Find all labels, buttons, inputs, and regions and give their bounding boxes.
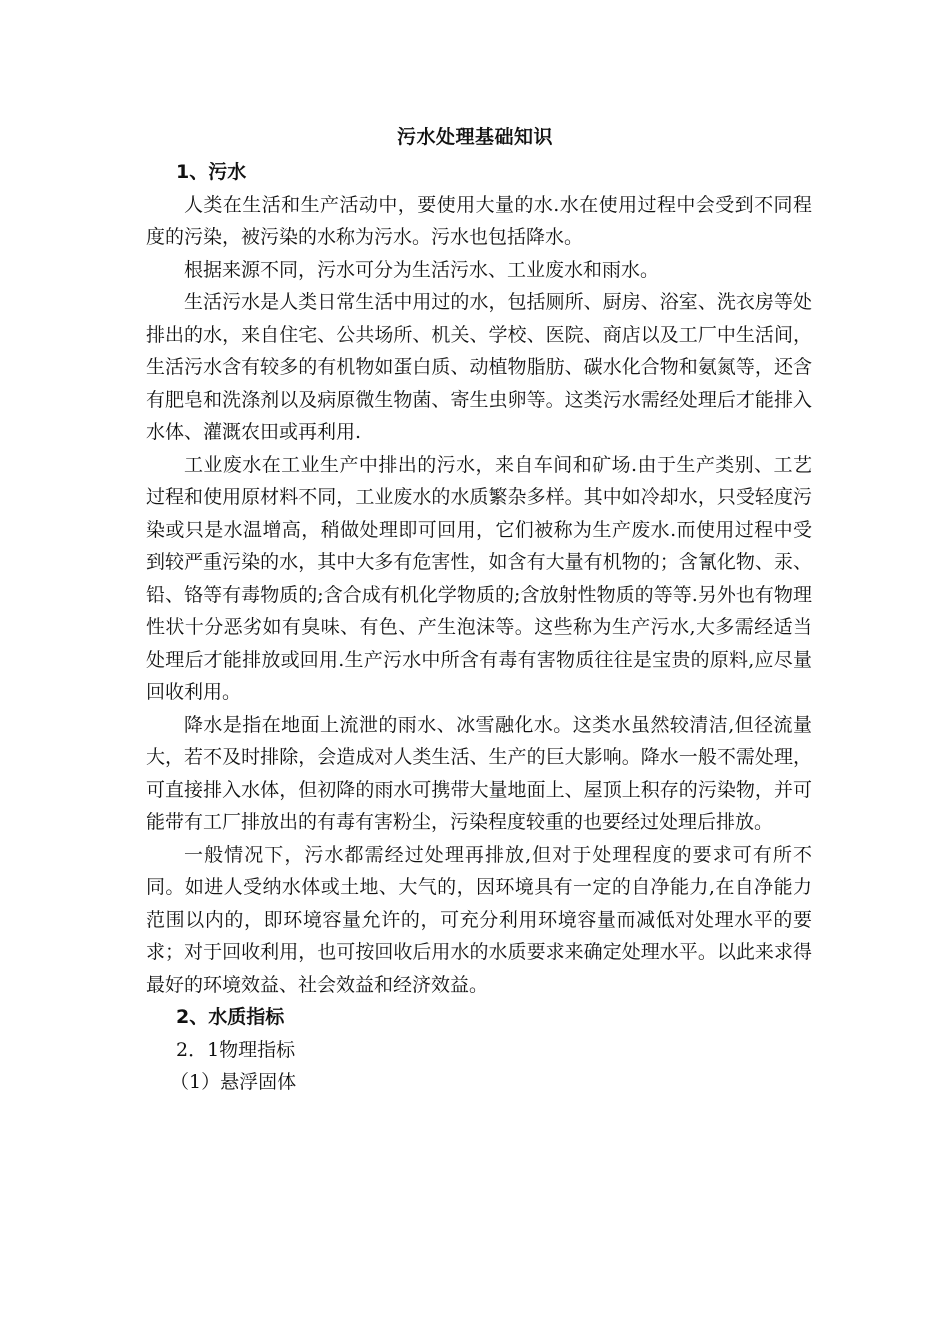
section-heading-sewage: 1、污水	[176, 161, 247, 183]
paragraph: 根据来源不同，污水可分为生活污水、工业废水和雨水。	[184, 258, 660, 281]
subsection-heading-physical: 2．1物理指标	[176, 1038, 296, 1061]
paragraph: 人类在生活和生产活动中，要使用大量的水.水在使用过程中会受到不同程度的污染，被污染的水称为污水。污水也包括降水。	[146, 193, 812, 248]
paragraph: 生活污水是人类日常生活中用过的水，包括厕所、厨房、浴室、洗衣房等处排出的水，来自住宅、公共场所、机关、学校、医院、商店以及工厂中生活间，生活污水含有较多的有机物如蛋白质、动植物脂肪、碳水化合物和氨氮等，还含有肥皂和洗涤剂以及病原微生物菌、寄生虫卵等。这类污水需经处理后才能排入水体、灌溉农田或再利用.	[146, 291, 812, 443]
paragraph: 一般情况下，污水都需经过处理再排放,但对于处理程度的要求可有所不同。如进人受纳水体或土地、大气的，因环境具有一定的自净能力,在自净能力范围以内的，即环境容量允许的，可充分利用环境容量而减低对处理水平的要求；对于回收利用，也可按回收后用水的水质要求来确定处理水平。以此来求得最好的环境效益、社会效益和经济效益。	[146, 843, 812, 996]
list-item-suspended-solids: （1）悬浮固体	[170, 1071, 297, 1093]
document-title: 污水处理基础知识	[396, 126, 553, 148]
paragraph: 工业废水在工业生产中排出的污水，来自车间和矿场.由于生产类别、工艺过程和使用原材料不同，工业废水的水质繁杂多样。其中如冷却水，只受轻度污染或只是水温增高，稍做处理即可回用，它们被称为生产废水.而使用过程中受到较严重污染的水，其中大多有危害性，如含有大量有机物的；含氰化物、汞、铅、铬等有毒物质的;含合成有机化学物质的;含放射性物质的等等.另外也有物理性状十分恶劣如有臭味、有色、产生泡沫等。这些称为生产污水,大多需经适当处理后才能排放或回用.生产污水中所含有毒有害物质往往是宝贵的原料,应尽量回收利用。	[146, 453, 812, 703]
document-body	[146, 156, 812, 1099]
section-heading-water-quality: 2、水质指标	[176, 1006, 285, 1028]
paragraph: 降水是指在地面上流泄的雨水、冰雪融化水。这类水虽然较清洁,但径流量大，若不及时排除，会造成对人类生活、生产的巨大影响。降水一般不需处理，可直接排入水体，但初降的雨水可携带大量地面上、屋顶上积存的污染物，并可能带有工厂排放出的有毒有害粉尘，污染程度较重的也要经过处理后排放。	[146, 713, 812, 833]
